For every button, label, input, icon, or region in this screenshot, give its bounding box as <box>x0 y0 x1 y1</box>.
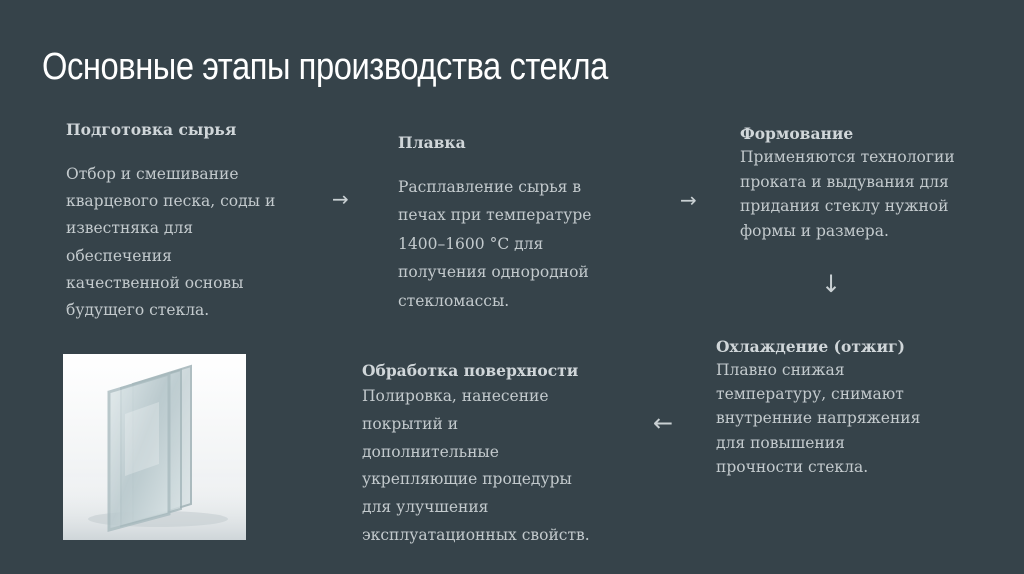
step-raw-material-preparation <box>66 120 306 324</box>
step-heading: Плавка <box>398 133 466 152</box>
text-line: внутренние напряжения <box>716 409 921 428</box>
slide-title: Основные этапы производства стекла <box>42 46 608 88</box>
text-line: получения однородной <box>398 263 589 282</box>
arrow-down-icon: ↓ <box>821 270 842 298</box>
text-line: проката и выдувания для <box>740 172 949 191</box>
text-line: Плавно снижая <box>716 361 845 379</box>
glass-panes-image <box>63 354 246 540</box>
text-line: эксплуатационных свойств. <box>362 525 590 544</box>
text-line: придания стеклу нужной <box>740 197 949 216</box>
text-line: покрытий и <box>362 414 459 433</box>
arrow-right-icon: → <box>332 187 349 211</box>
text-line: известняка для <box>66 219 194 238</box>
step-heading: Формование <box>740 124 854 143</box>
text-line: для повышения <box>716 433 845 452</box>
text-line: качественной основы <box>66 273 244 292</box>
text-line: Отбор и смешивание <box>66 165 239 183</box>
arrow-right-icon: → <box>680 188 697 212</box>
arrow-left-icon: ← <box>653 409 674 437</box>
step-melting <box>398 133 628 315</box>
text-line: Полировка, нанесение <box>362 387 549 405</box>
step-description <box>740 145 1000 244</box>
text-line: для улучшения <box>362 498 489 517</box>
text-line: прочности стекла. <box>716 457 869 476</box>
step-forming <box>740 124 1000 244</box>
text-line: 1400–1600 °C для <box>398 234 544 253</box>
text-line: кварцевого песка, соды и <box>66 192 276 211</box>
text-line: дополнительные <box>362 442 499 461</box>
step-description <box>66 161 306 324</box>
glass-panes-illustration <box>63 354 246 540</box>
step-description <box>716 358 976 479</box>
text-line: формы и размера. <box>740 222 889 241</box>
text-line: Применяются технологии <box>740 148 955 166</box>
step-heading: Охлаждение (отжиг) <box>716 337 905 356</box>
text-line: температуру, снимают <box>716 385 904 404</box>
text-line: обеспечения <box>66 246 172 265</box>
step-description <box>362 383 642 550</box>
text-line: будущего стекла. <box>66 301 210 320</box>
step-cooling-annealing <box>716 337 976 479</box>
step-heading: Подготовка сырья <box>66 120 237 139</box>
step-description <box>398 173 628 315</box>
text-line: Расплавление сырья в <box>398 178 582 196</box>
step-surface-finishing <box>362 361 642 550</box>
step-heading: Обработка поверхности <box>362 361 579 380</box>
text-line: стекломассы. <box>398 291 510 310</box>
text-line: печах при температуре <box>398 206 592 225</box>
text-line: укрепляющие процедуры <box>362 470 572 489</box>
